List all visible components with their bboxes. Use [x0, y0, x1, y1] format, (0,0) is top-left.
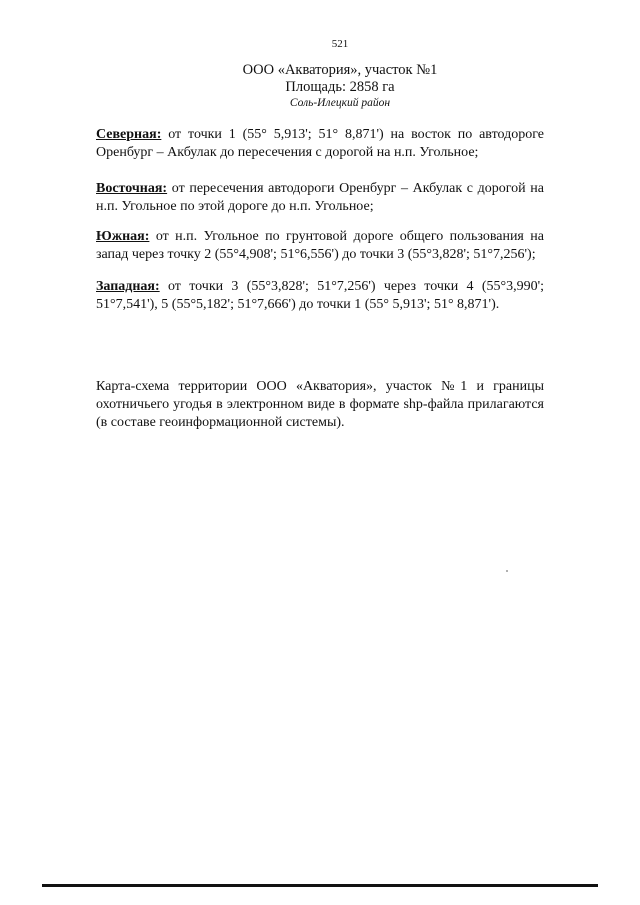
west-boundary-label: Западная: [96, 279, 160, 294]
west-boundary [96, 278, 544, 314]
north-boundary [96, 126, 544, 162]
south-boundary-text: от н.п. Угольное по грунтовой дороге общего пользования на запад через точку 2 (55°4,908'; 51°6,556') до точки 3 (55°3,828'; 51°7,256'); [96, 229, 545, 262]
bottom-rule [42, 884, 598, 887]
map-scheme-note: Карта-схема территории ООО «Акватория», участок №1 и границы охотничьего угодья в электронном виде в формате shp-файла прилагаются (в составе геоинформационной системы). [96, 379, 544, 430]
page-number: 521 [331, 38, 349, 50]
district-name: Соль-Илецкий район [289, 97, 391, 109]
south-boundary [96, 228, 544, 264]
north-boundary-text: от точки 1 (55° 5,913'; 51° 8,871') на восток по автодороге Оренбург – Акбулак до пересечения с дорогой на н.п. Угольное; [96, 127, 544, 160]
south-boundary-label: Южная: [96, 229, 150, 244]
document-header [0, 62, 640, 111]
north-boundary-label: Северная: [96, 127, 162, 142]
east-boundary [96, 180, 544, 216]
organization-plot-title: ООО «Акватория», участок №1 [242, 62, 438, 78]
area-line: Площадь: 2858 га [285, 79, 395, 95]
west-boundary-text: от точки 3 (55°3,828'; 51°7,256') через точки 4 (55°3,990'; 51°7,541'), 5 (55°5,182'; 51°7,666') до точки 1 (55° 5,913'; 51° 8,871'). [96, 279, 544, 312]
east-boundary-text: от пересечения автодороги Оренбург – Акбулак с дорогой на н.п. Угольное по этой дороге до н.п. Угольное; [96, 181, 545, 214]
east-boundary-label: Восточная: [96, 181, 168, 196]
scan-speck [506, 570, 508, 572]
